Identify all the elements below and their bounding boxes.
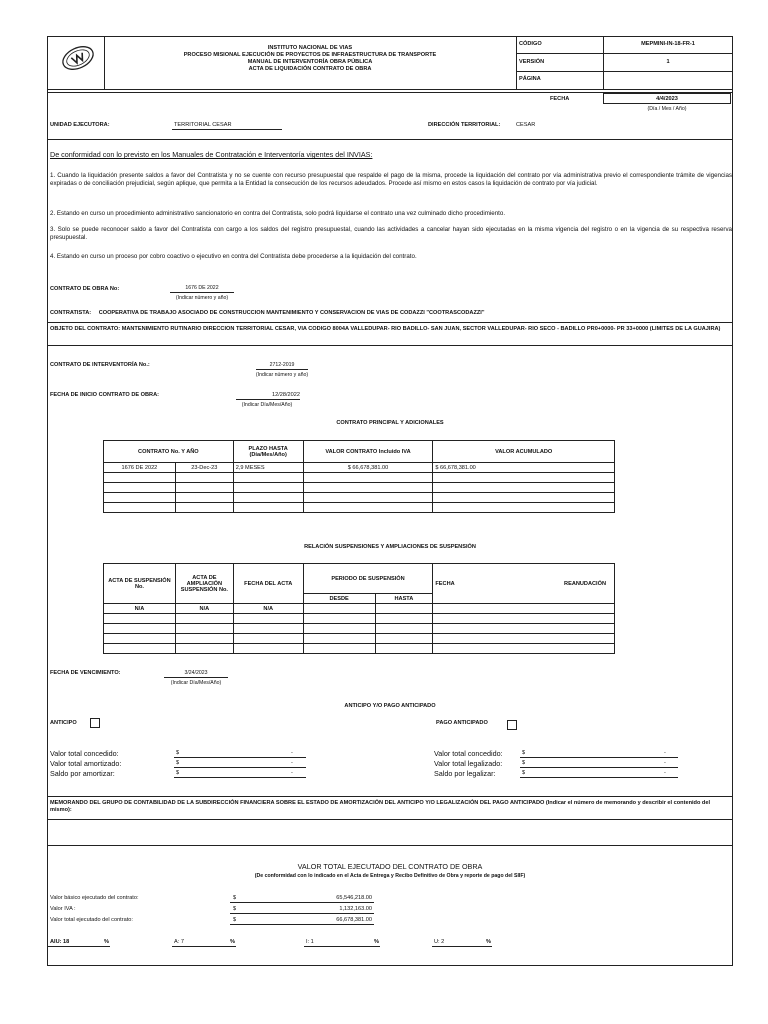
iva-label: Valor IVA :: [50, 906, 76, 912]
version-label: VERSIÓN: [519, 59, 545, 65]
contratista-value[interactable]: COOPERATIVA DE TRABAJO ASOCIADO DE CONSTRUCCION MANTENIMIENTO Y CONSERVACION DE VIAS DE CODAZZI "COOTRASCODAZZI": [98, 310, 485, 316]
suspensiones-header-reanudacion: [433, 564, 615, 604]
anticipo-saldo-currency: $: [176, 770, 180, 776]
principal-header-valor: VALOR CONTRATO Incluido IVA: [303, 441, 433, 463]
pago-saldo-currency: $: [522, 770, 526, 776]
interventoria-value[interactable]: 2712-2019: [269, 362, 295, 368]
pago-concedido-currency: $: [522, 750, 526, 756]
ejecutado-title: VALOR TOTAL EJECUTADO DEL CONTRATO DE OBRA: [297, 862, 483, 871]
basico-label: Valor básico ejecutado del contrato:: [50, 895, 139, 901]
pago-legalizado-underline: [520, 767, 678, 768]
memorando-text: MEMORANDO DEL GRUPO DE CONTABILIDAD DE LA SUBDIRECCIÓN FINANCIERA SOBRE EL ESTADO DE AMORTIZACIÓN DEL ANTICIPO Y/O LEGALIZACIÓN DEL PAGO ANTICIPADO (Indicar el número de memorando y describir el contenido del mismo):: [50, 800, 711, 813]
a-underline: [172, 946, 236, 947]
anticipo-amortizado-label: Valor total amortizado:: [50, 759, 122, 768]
u-label: U: 2: [434, 939, 445, 945]
institution-name: INSTITUTO NACIONAL DE VIAS: [267, 45, 353, 51]
anticipo-amortizado-value[interactable]: -: [291, 760, 293, 766]
i-label: I: 1: [306, 939, 314, 945]
contratista-label: CONTRATISTA:: [50, 310, 92, 316]
table-row: [104, 644, 615, 654]
aiu-label: AIU: 18: [50, 939, 70, 945]
codigo-label: CÓDIGO: [519, 41, 542, 47]
anticipo-concedido-currency: $: [176, 750, 180, 756]
section-line: [47, 845, 733, 846]
anticipo-concedido-label: Valor total concedido:: [50, 749, 119, 758]
codigo-value: MEPMINI-IN-18-FR-1: [641, 41, 695, 47]
total-value[interactable]: 66,678,381.00: [336, 917, 372, 923]
anticipo-checkbox[interactable]: [90, 718, 100, 728]
principal-table: [103, 440, 615, 513]
pago-concedido-value[interactable]: -: [664, 750, 666, 756]
pago-legalizado-value[interactable]: -: [664, 760, 666, 766]
pago-concedido-label: Valor total concedido:: [434, 749, 503, 758]
pago-anticipado-checkbox[interactable]: [507, 720, 517, 730]
pago-saldo-label: Saldo por legalizar:: [434, 769, 496, 778]
iva-value[interactable]: 1,132,163.00: [339, 906, 372, 912]
header-row-line: [516, 53, 733, 54]
intro-paragraph-2: 2. Estando en curso un procedimiento administrativo sancionatorio en contra del Contratista, solo podrá liquidarse el contrato una vez culminado dicho procedimiento.: [50, 210, 506, 217]
i-underline: [304, 946, 380, 947]
unidad-label: UNIDAD EJECUTORA:: [50, 122, 110, 128]
pagina-label: PÁGINA: [519, 76, 541, 82]
total-label: Valor total ejecutado del contrato:: [50, 917, 133, 923]
section-line: [47, 819, 733, 820]
principal-cell-acumulado: $ 66,678,381.00: [433, 463, 615, 473]
suspensiones-header-acta: ACTA DE SUSPENSIÓN No.: [104, 564, 176, 604]
principal-title: CONTRATO PRINCIPAL Y ADICIONALES: [336, 420, 444, 426]
contrato-label: CONTRATO DE OBRA No:: [50, 286, 120, 292]
table-row: [104, 473, 615, 483]
direccion-label: DIRECCIÓN TERRITORIAL:: [428, 122, 501, 128]
anticipo-label: ANTICIPO: [50, 720, 77, 726]
manual-name: MANUAL DE INTERVENTORÍA OBRA PÚBLICA: [247, 59, 373, 65]
i-percent: %: [374, 939, 379, 945]
fecha-value[interactable]: 4/4/2023: [656, 96, 678, 102]
a-percent: %: [230, 939, 235, 945]
header-divider: [516, 36, 517, 89]
section-line: [47, 322, 733, 323]
pago-saldo-value[interactable]: -: [664, 770, 666, 776]
inicio-underline: [236, 399, 300, 400]
pago-legalizado-label: Valor total legalizado:: [434, 759, 503, 768]
intro-paragraph-1: 1. Cuando la liquidación presente saldos a favor del Contratista y no se cuente con recurso presupuestal que respalde el pago de la misma, procede la liquidación del contrato por vía administrativa previo el correspondiente trámite de vigencias expiradas o de conciliación prejudicial, según aplique, que permita a la Entidad la consecución de los recursos adeudados. Procede así mismo en estos casos la liquidación de contrato por vía judicial.: [50, 172, 732, 187]
inicio-value[interactable]: 12/28/2022: [272, 392, 300, 398]
a-label: A: 7: [174, 939, 184, 945]
fecha-hint: (Día / Mes / Año): [647, 106, 687, 112]
suspensiones-header-periodo: PERIODO DE SUSPENSIÓN: [303, 564, 433, 594]
suspensiones-table: [103, 563, 615, 654]
unidad-value[interactable]: TERRITORIAL CESAR: [174, 122, 232, 128]
suspensiones-title: RELACIÓN SUSPENSIONES Y AMPLIACIONES DE SUSPENSIÓN: [304, 544, 476, 550]
contrato-hint: (Indicar número y año): [175, 295, 229, 301]
principal-header-plazo: PLAZO HASTA (Día/Mes/Año): [233, 441, 303, 463]
basico-currency: $: [233, 895, 237, 901]
anticipo-saldo-label: Saldo por amortizar:: [50, 769, 115, 778]
pago-legalizado-currency: $: [522, 760, 526, 766]
act-title: ACTA DE LIQUIDACIÓN CONTRATO DE OBRA: [248, 66, 372, 72]
principal-cell-fecha: 23-Dec-23: [175, 463, 233, 473]
table-row: [104, 634, 615, 644]
section-line: [47, 345, 733, 346]
contrato-underline: [170, 292, 234, 293]
suspensiones-header-ampliacion: ACTA DE AMPLIACIÓN SUSPENSIÓN No.: [175, 564, 233, 604]
header-bottom-line: [47, 89, 733, 90]
version-value: 1: [666, 59, 670, 65]
table-row: [104, 614, 615, 624]
inicio-hint: (Indicar Día/Mes/Año): [241, 402, 293, 408]
table-row: [104, 604, 615, 614]
suspensiones-header-fecha-reanudacion: FECHA: [435, 580, 455, 587]
principal-cell-plazo: 2,9 MESES: [233, 463, 303, 473]
header-row-line: [516, 71, 733, 72]
intro-heading: De conformidad con lo previsto en los Manuales de Contratación e Interventoría vigentes del INVIAS:: [50, 150, 373, 159]
vencimiento-hint: (Indicar Día/Mes/Año): [170, 680, 222, 686]
interventoria-hint: (Indicar número y año): [255, 372, 309, 378]
anticipo-title: ANTICIPO Y/O PAGO ANTICIPADO: [344, 703, 436, 709]
invias-logo-icon: [60, 40, 96, 76]
table-row: [104, 463, 615, 473]
table-row: [104, 483, 615, 493]
vencimiento-underline: [164, 677, 228, 678]
interventoria-label: CONTRATO DE INTERVENTORÍA No.:: [50, 362, 150, 368]
u-underline: [432, 946, 492, 947]
suspensiones-cell-ampliacion: N/A: [175, 604, 233, 614]
pago-saldo-underline: [520, 777, 678, 778]
anticipo-concedido-underline: [174, 757, 306, 758]
anticipo-amortizado-currency: $: [176, 760, 180, 766]
suspensiones-header-fecha-acta: FECHA DEL ACTA: [233, 564, 303, 604]
table-row: [104, 624, 615, 634]
iva-underline: [230, 913, 374, 914]
unidad-underline: [172, 129, 282, 130]
ejecutado-subtitle: (De conformidad con lo indicado en el Acta de Entrega y Recibo Definitivo de Obra y reporte de pago del SIIF): [254, 873, 526, 879]
suspensiones-header-desde: DESDE: [303, 594, 375, 604]
pago-concedido-underline: [520, 757, 678, 758]
principal-header-contrato: CONTRATO No. Y AÑO: [104, 441, 234, 463]
intro-paragraph-3: 3. Solo se puede reconocer saldo a favor del Contratista con cargo a los saldos del registro presupuestal, cuando las actividades a cancelar hayan sido ejecutadas en la misma vigencia del registro o en la vigencia de su respectiva reserva presupuestal.: [50, 226, 732, 241]
anticipo-concedido-value[interactable]: -: [291, 750, 293, 756]
objeto-text: OBJETO DEL CONTRATO: MANTENIMIENTO RUTINARIO DIRECCION TERRITORIAL CESAR, VIA CODIGO 8004A VALLEDUPAR- RIO BADILLO- SAN JUAN, SECTOR VALLEDUPAR- RIO SECO - BADILLO PR0+0000- PR 33+0000 (LIMITES DE LA GUAJIRA): [50, 326, 721, 332]
suspensiones-header-reanudacion-label: REANUDACIÓN: [564, 580, 606, 587]
pago-anticipado-label: PAGO ANTICIPADO: [436, 720, 488, 726]
section-line: [47, 796, 733, 797]
table-row: [104, 493, 615, 503]
principal-cell-contrato: 1676 DE 2022: [104, 463, 176, 473]
suspensiones-header-hasta: HASTA: [375, 594, 433, 604]
total-underline: [230, 924, 374, 925]
intro-paragraph-4: 4. Estando en curso un proceso por cobro coactivo o ejecutivo en contra del Contratista debe procederse a la liquidación del contrato.: [50, 253, 417, 260]
contrato-value[interactable]: 1676 DE 2022: [185, 285, 219, 291]
vencimiento-value[interactable]: 3/24/2023: [184, 670, 208, 676]
section-line: [47, 139, 733, 140]
total-currency: $: [233, 917, 237, 923]
fecha-label: FECHA: [550, 96, 570, 102]
aiu-underline: [48, 946, 110, 947]
suspensiones-cell-acta: N/A: [104, 604, 176, 614]
inicio-label: FECHA DE INICIO CONTRATO DE OBRA:: [50, 392, 159, 398]
basico-underline: [230, 902, 374, 903]
u-percent: %: [486, 939, 491, 945]
basico-value[interactable]: 65,546,218.00: [336, 895, 372, 901]
aiu-percent: %: [104, 939, 109, 945]
vencimiento-label: FECHA DE VENCIMIENTO:: [50, 670, 121, 676]
principal-cell-valor: $ 66,678,381.00: [303, 463, 433, 473]
contratista-row: [50, 310, 485, 316]
direccion-value[interactable]: CESAR: [516, 122, 536, 128]
table-row: [104, 503, 615, 513]
anticipo-amortizado-underline: [174, 767, 306, 768]
process-name: PROCESO MISIONAL EJECUCIÓN DE PROYECTOS DE INFRAESTRUCTURA DE TRANSPORTE: [183, 52, 437, 58]
suspensiones-cell-fecha: N/A: [233, 604, 303, 614]
anticipo-saldo-underline: [174, 777, 306, 778]
iva-currency: $: [233, 906, 237, 912]
anticipo-saldo-value[interactable]: -: [291, 770, 293, 776]
interventoria-underline: [256, 369, 308, 370]
principal-header-acumulado: VALOR ACUMULADO: [433, 441, 615, 463]
